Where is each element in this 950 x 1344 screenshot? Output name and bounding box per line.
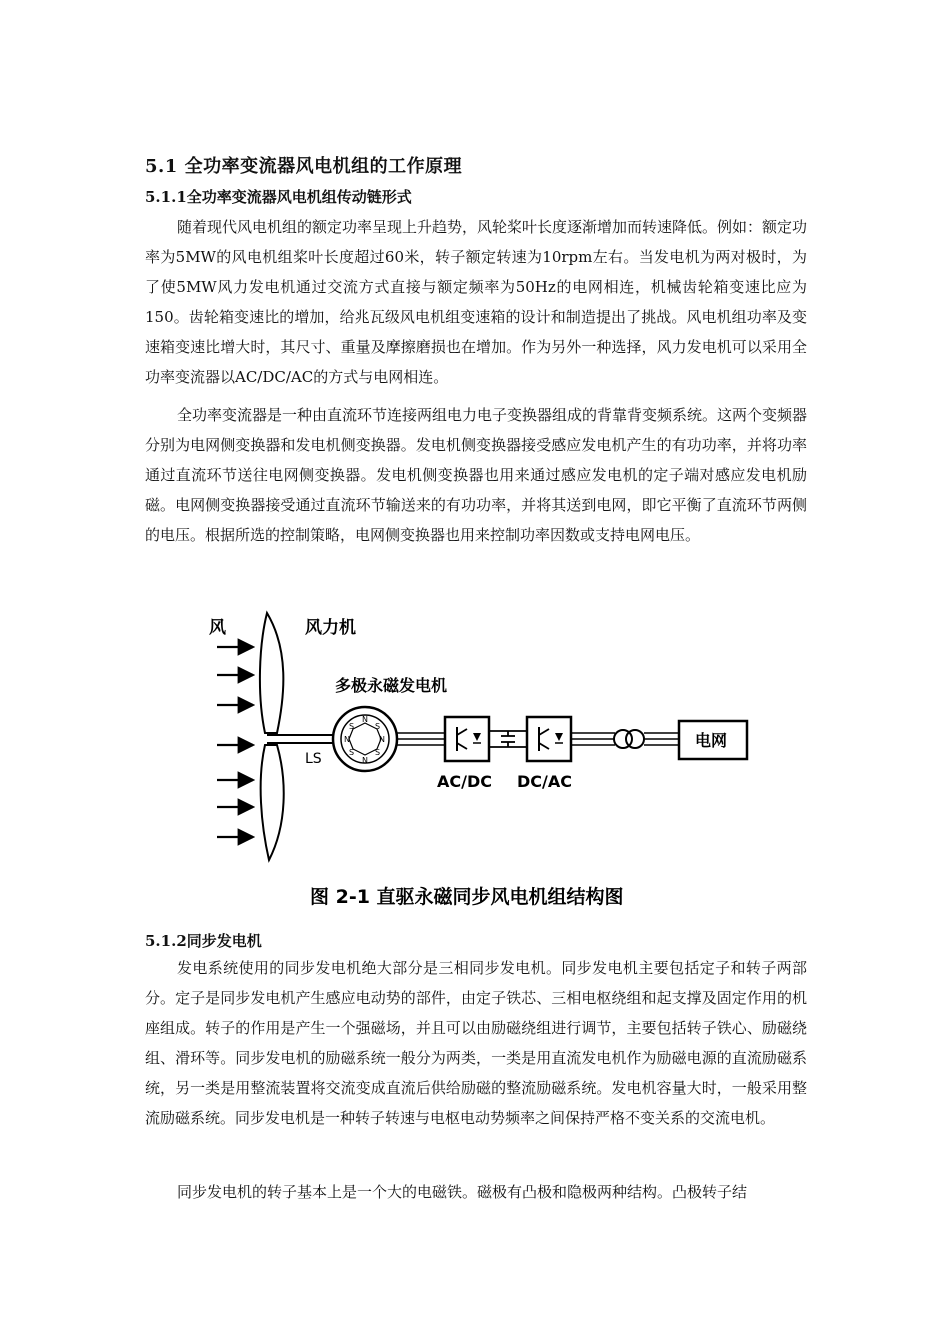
subsection-title-1: 5.1.1全功率变流器风电机组传动链形式 bbox=[145, 188, 412, 206]
turbine-label: 风力机 bbox=[305, 618, 356, 638]
figure-caption: 图 2-1 直驱永磁同步风电机组结构图 bbox=[310, 886, 624, 908]
pole-n: N bbox=[362, 756, 368, 765]
pole-s: S bbox=[349, 722, 355, 731]
pole-n: N bbox=[362, 715, 368, 724]
subsection-title-2: 5.1.2同步发电机 bbox=[145, 932, 262, 950]
paragraph-4: 同步发电机的转子基本上是一个大的电磁铁。磁极有凸极和隐极两种结构。凸极转子结 bbox=[177, 1183, 748, 1201]
dcac-converter bbox=[527, 717, 571, 761]
figure-diagram bbox=[195, 605, 765, 915]
paragraph-3: 发电系统使用的同步发电机绝大部分是三相同步发电机。同步发电机主要包括定子和转子两部分。定子是同步发电机产生感应电动势的部件，由定子铁芯、三相电枢绕组和起支撑及固定作用的机座组成。转子的作用是产生一个强磁场，并且可以由励磁绕组进行调节，主要包括转子铁心、励磁绕组、滑环等。同步发电机的励磁系统一般分为两类，一类是用直流发电机作为励磁电源的直流励磁系统，另一类是用整流装置将交流变成直流后供给励磁的整流励磁系统。发电机容量大时，一般采用整流励磁系统。同步发电机是一种转子转速与电枢电动势频率之间保持严格不变关系的交流电机。 bbox=[145, 959, 807, 1127]
ac-lines-2 bbox=[571, 733, 615, 745]
pole-n: N bbox=[344, 735, 350, 744]
transformer bbox=[614, 730, 644, 748]
wind-arrows bbox=[217, 647, 253, 837]
pm-generator bbox=[333, 707, 397, 771]
dc-link bbox=[489, 731, 527, 747]
shaft-label: LS bbox=[305, 751, 322, 767]
dcac-label: DC/AC bbox=[517, 772, 572, 791]
section-title: 5.1 全功率变流器风电机组的工作原理 bbox=[145, 156, 463, 177]
pole-n: N bbox=[379, 735, 385, 744]
acdc-label: AC/DC bbox=[437, 772, 492, 791]
ac-lines-1 bbox=[397, 733, 445, 745]
pole-s: S bbox=[375, 748, 381, 757]
paragraph-1: 随着现代风电机组的额定功率呈现上升趋势，风轮桨叶长度逐渐增加而转速降低。例如：额定功率为5MW的风电机组桨叶长度超过60米，转子额定转速为10rpm左右。当发电机为两对极时，为了使5MW风力发电机通过交流方式直接与额定频率为50Hz的电网相连，机械齿轮箱变速比应为150。齿轮箱变速比的增加，给兆瓦级风电机组变速箱的设计和制造提出了挑战。风电机组功率及变速箱变速比增大时，其尺寸、重量及摩擦磨损也在增加。作为另外一种选择，风力发电机可以采用全功率变流器以AC/DC/AC的方式与电网相连。 bbox=[145, 218, 808, 386]
wind-label: 风 bbox=[209, 618, 226, 638]
turbine-blade-upper bbox=[260, 613, 283, 733]
generator-label: 多极永磁发电机 bbox=[335, 676, 448, 695]
acdc-converter bbox=[445, 717, 489, 761]
turbine-blade-lower bbox=[261, 745, 284, 860]
low-speed-shaft bbox=[267, 735, 335, 743]
figure-direct-drive-pmsg bbox=[195, 605, 765, 915]
paragraph-2: 全功率变流器是一种由直流环节连接两组电力电子变换器组成的背靠背变频系统。这两个变频器分别为电网侧变换器和发电机侧变换器。发电机侧变换器接受感应发电机产生的有功功率，并将功率通过直流环节送往电网侧变换器。发电机侧变换器也用来通过感应发电机的定子端对感应发电机励磁。电网侧变换器接受通过直流环节输送来的有功功率，并将其送到电网，即它平衡了直流环节两侧的电压。根据所选的控制策略，电网侧变换器也用来控制功率因数或支持电网电压。 bbox=[145, 406, 808, 544]
grid-label: 电网 bbox=[695, 731, 728, 750]
ac-lines-3 bbox=[644, 733, 679, 745]
pole-s: S bbox=[349, 748, 355, 757]
pole-s: S bbox=[375, 722, 381, 731]
